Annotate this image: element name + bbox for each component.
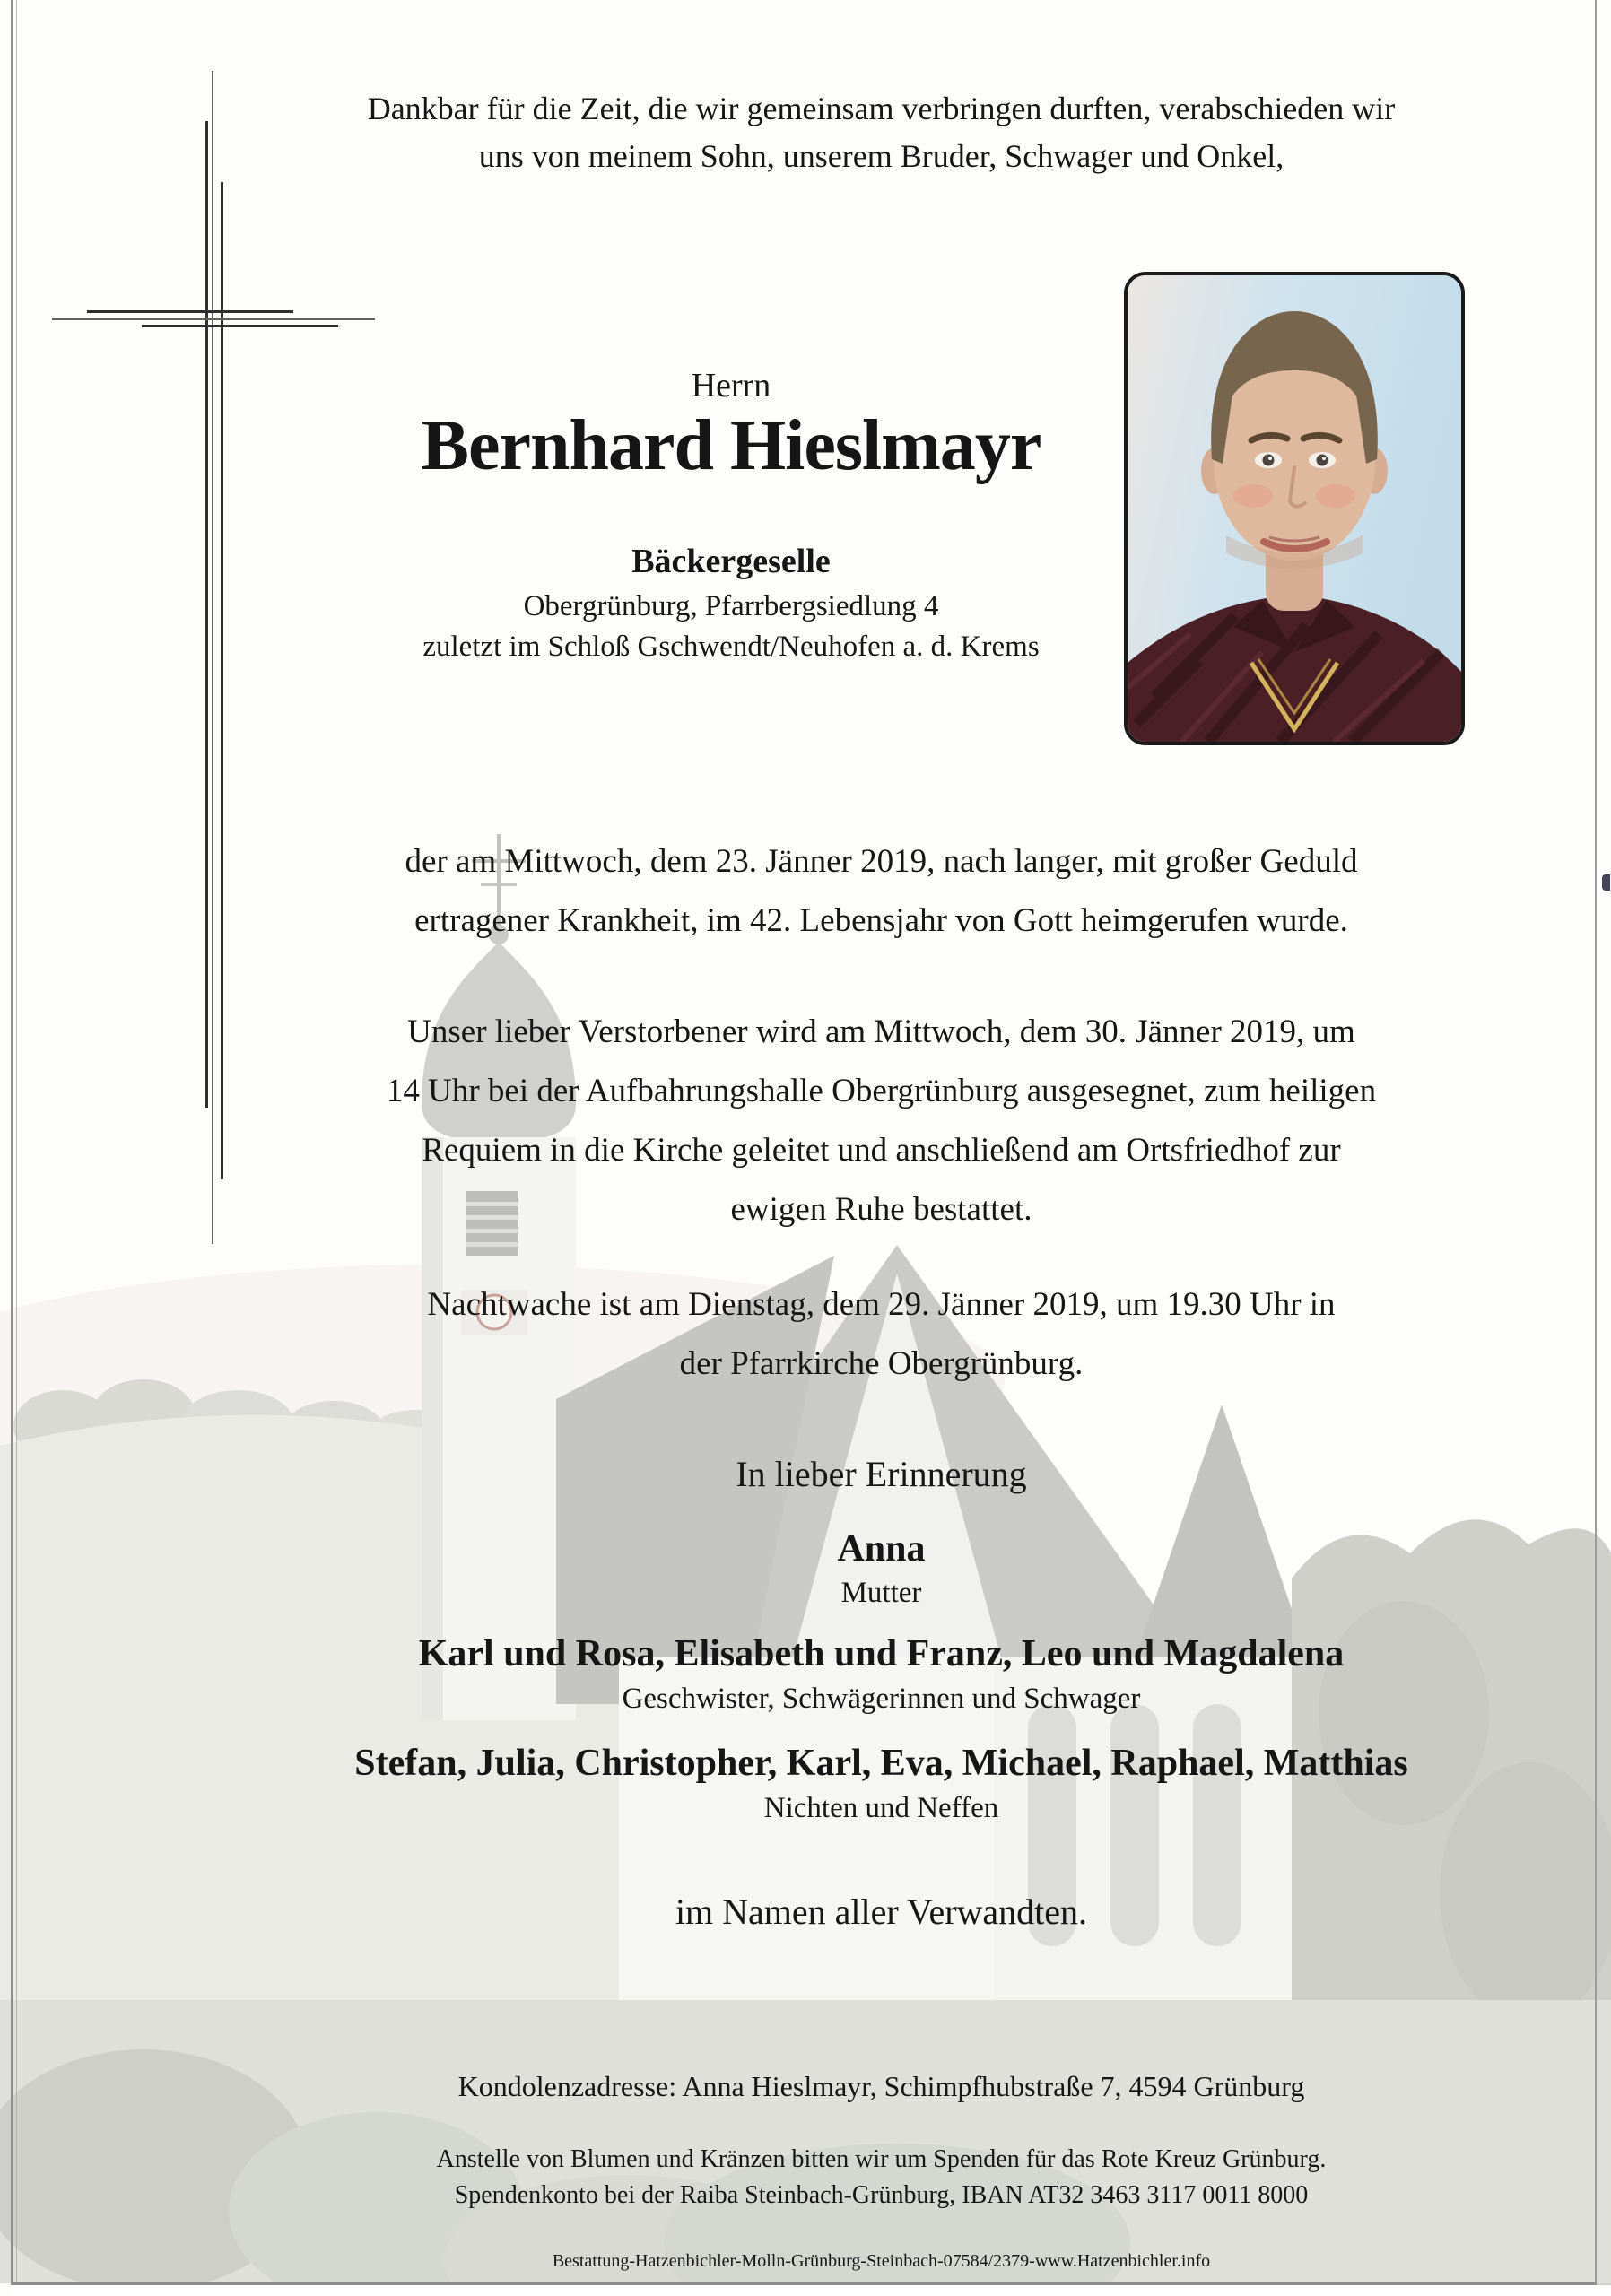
vigil-info-line-1: Nachtwache ist am Dienstag, dem 29. Jänner 2019, um 19.30 Uhr in	[427, 1286, 1336, 1323]
vigil-info-line-2: der Pfarrkirche Obergrünburg.	[679, 1345, 1084, 1382]
deceased-name: Bernhard Hieslmayr	[421, 406, 1041, 485]
bottom-white-margin	[11, 2285, 1611, 2296]
intro-text-line-1: Dankbar für die Zeit, die wir gemeinsam verbringen durften, verabschieden wir	[367, 91, 1396, 126]
mourner-relation: Nichten und Neffen	[763, 1792, 999, 1824]
funeral-info-line-1: Unser lieber Verstorbener wird am Mittwoch, dem 30. Jänner 2019, um	[407, 1013, 1355, 1050]
left-border-outer-line	[11, 0, 13, 2296]
address-line-1: Obergrünburg, Pfarrbergsiedlung 4	[523, 590, 939, 622]
donation-request-line-1: Anstelle von Blumen und Kränzen bitten wir um Spenden für das Rote Kreuz Grünburg.	[436, 2145, 1327, 2173]
address-line-2: zuletzt im Schloß Gschwendt/Neuhofen a. d. Krems	[422, 631, 1040, 663]
mourner-names: Karl und Rosa, Elisabeth und Franz, Leo und Magdalena	[418, 1633, 1345, 1674]
left-border-inner-line	[16, 0, 17, 2296]
funeral-info-line-2: 14 Uhr bei der Aufbahrungshalle Obergrünburg ausgesegnet, zum heiligen	[386, 1073, 1377, 1109]
intro-text-line-2: uns von meinem Sohn, unserem Bruder, Schwager und Onkel,	[478, 138, 1284, 174]
undertaker-footer-line: Bestattung-Hatzenbichler-Molln-Grünburg-Steinbach-07584/2379-www.Hatzenbichler.info	[552, 2251, 1211, 2271]
mourner-names: Anna	[837, 1528, 926, 1570]
scan-artifact-mark	[1602, 874, 1610, 891]
remembrance-heading: In lieber Erinnerung	[736, 1454, 1027, 1494]
death-notice-line-2: ertragener Krankheit, im 42. Lebensjahr von Gott heimgerufen wurde.	[414, 902, 1348, 939]
portrait-photo	[1124, 272, 1465, 745]
salutation: Herrn	[691, 367, 771, 404]
mourner-relation: Mutter	[840, 1577, 922, 1609]
death-notice-line-1: der am Mittwoch, dem 23. Jänner 2019, nach langer, mit großer Geduld	[405, 843, 1358, 880]
funeral-info-line-4: ewigen Ruhe bestattet.	[730, 1191, 1032, 1228]
mourner-relation: Geschwister, Schwägerinnen und Schwager	[622, 1683, 1141, 1715]
remembrance-closing: im Namen aller Verwandten.	[675, 1892, 1088, 1932]
donation-request-line-2: Spendenkonto bei der Raiba Steinbach-Grünburg, IBAN AT32 3463 3117 0011 8000	[454, 2181, 1309, 2209]
portrait-illustration	[1128, 275, 1461, 742]
mourner-names: Stefan, Julia, Christopher, Karl, Eva, Michael, Raphael, Matthias	[354, 1743, 1408, 1784]
deceased-profession: Bäckergeselle	[631, 543, 831, 580]
funeral-info-line-3: Requiem in die Kirche geleitet und anschließend am Ortsfriedhof zur	[422, 1132, 1341, 1169]
condolence-address: Kondolenzadresse: Anna Hieslmayr, Schimpfhubstraße 7, 4594 Grünburg	[457, 2070, 1305, 2102]
